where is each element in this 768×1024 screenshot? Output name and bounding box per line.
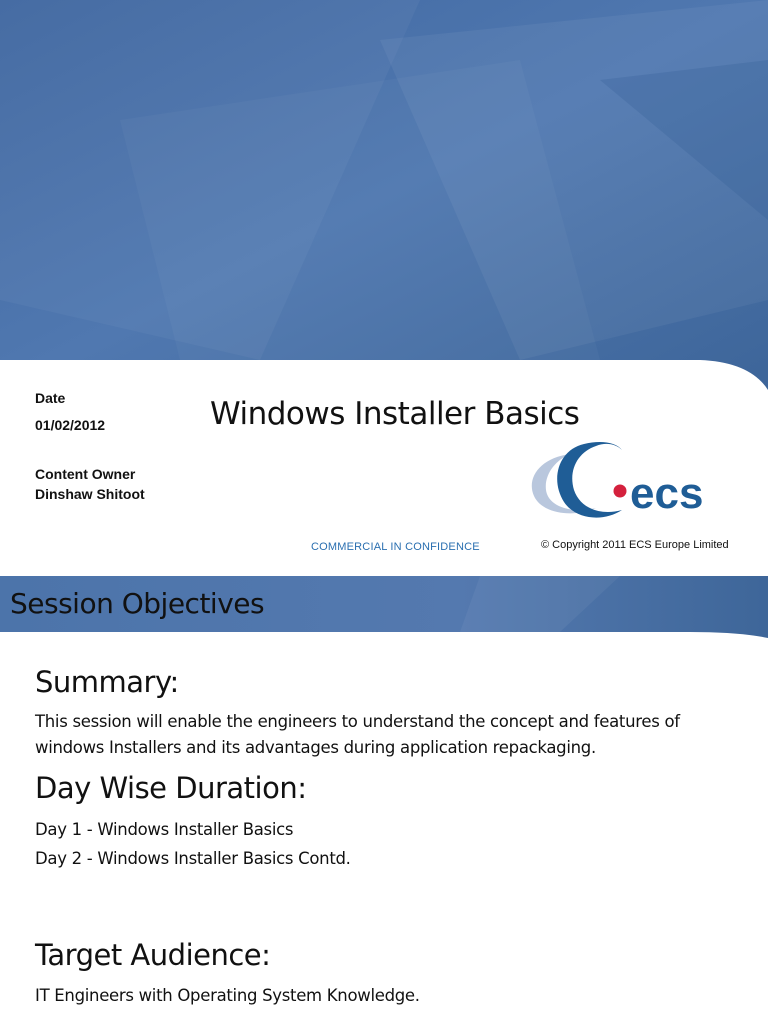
logo-wordmark: ecs [630,469,704,518]
objectives-slide [0,576,768,1024]
presentation-title: Windows Installer Basics [210,396,580,432]
summary-text: This session will enable the engineers to understand the concept and features of windows Installers and its advantages during application repackaging. [35,712,680,757]
summary-heading: Summary: [35,665,179,699]
ecs-logo [518,432,744,528]
content-owner-value: Dinshaw Shitoot [35,486,145,502]
date-value: 01/02/2012 [35,417,106,433]
list-item: Day 1 - Windows Installer Basics [35,820,294,839]
content-owner-label: Content Owner [35,466,136,482]
list-item: Day 2 - Windows Installer Basics Contd. [35,849,351,868]
copyright-notice: © Copyright 2011 ECS Europe Limited [541,539,729,551]
duration-list [35,815,351,873]
confidentiality-notice: COMMERCIAL IN CONFIDENCE [311,541,480,553]
date-label: Date [35,390,66,406]
duration-heading: Day Wise Duration: [35,771,307,805]
audience-heading: Target Audience: [35,938,271,972]
slide-title: Session Objectives [10,587,265,620]
audience-text: IT Engineers with Operating System Knowledge. [35,986,420,1005]
